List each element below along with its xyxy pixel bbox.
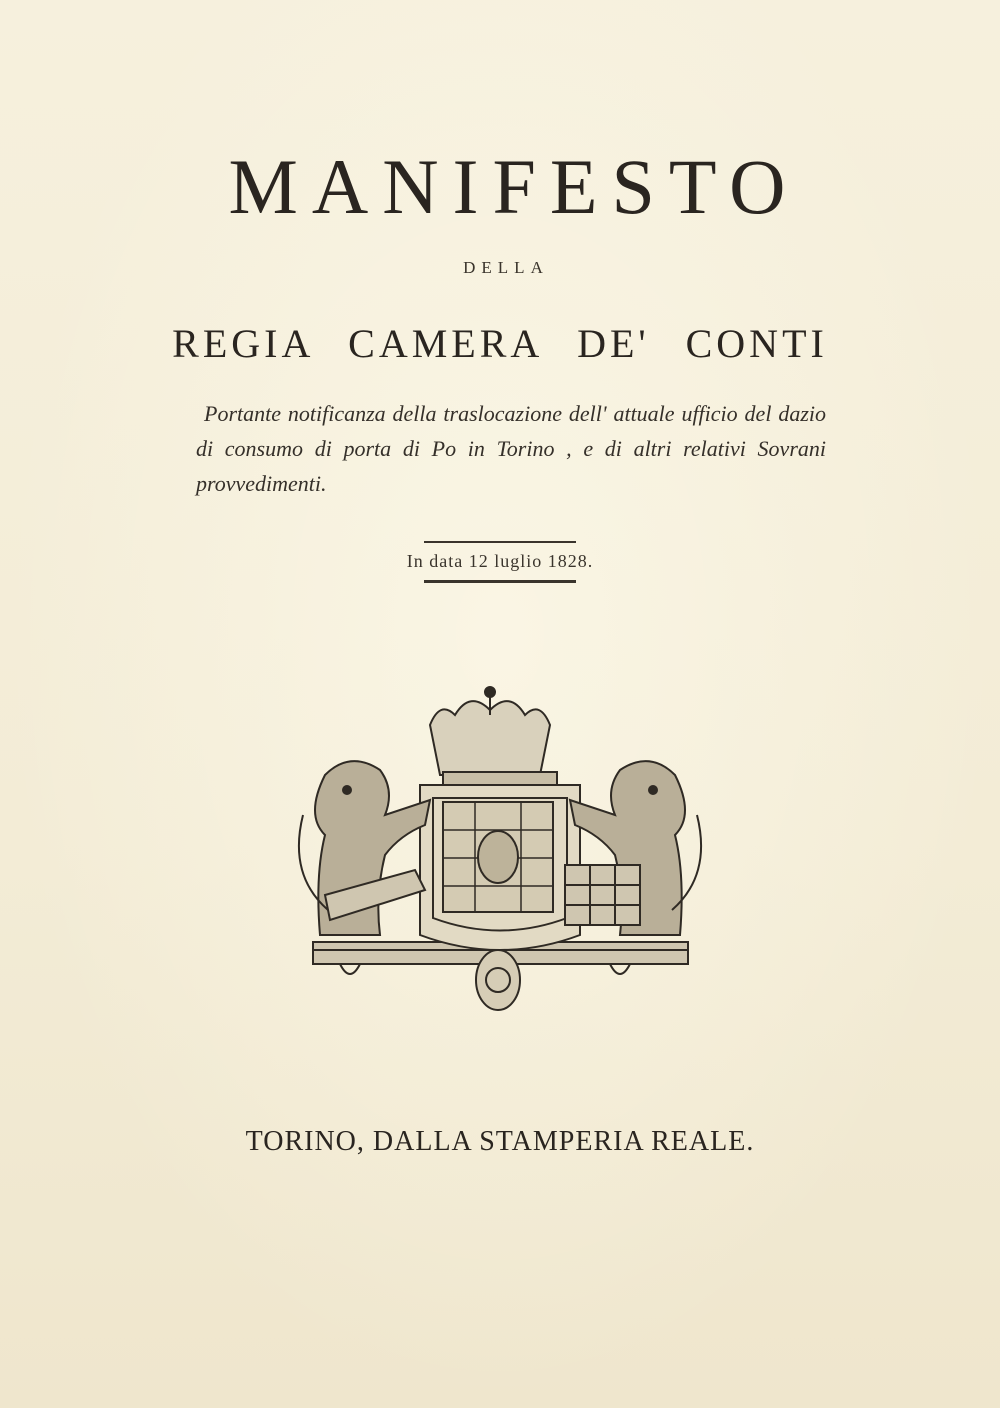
document-date: In data 12 luglio 1828. (406, 551, 594, 571)
document-title: MANIFESTO (228, 143, 800, 230)
divider-bottom (424, 580, 576, 583)
coat-of-arms-icon (285, 680, 715, 1030)
della-line: DELLA (463, 258, 549, 277)
divider-top (424, 541, 576, 543)
document-subtitle: Portante notificanza della traslocazione dell' attuale ufficio del dazio di consumo di porta di Po in Torino , e di altri relativi Sovrani provvedimenti. (196, 401, 826, 496)
printer-imprint: TORINO, DALLA STAMPERIA REALE. (245, 1126, 755, 1157)
issuer-heading: REGIA CAMERA DE' CONTI (172, 321, 828, 366)
